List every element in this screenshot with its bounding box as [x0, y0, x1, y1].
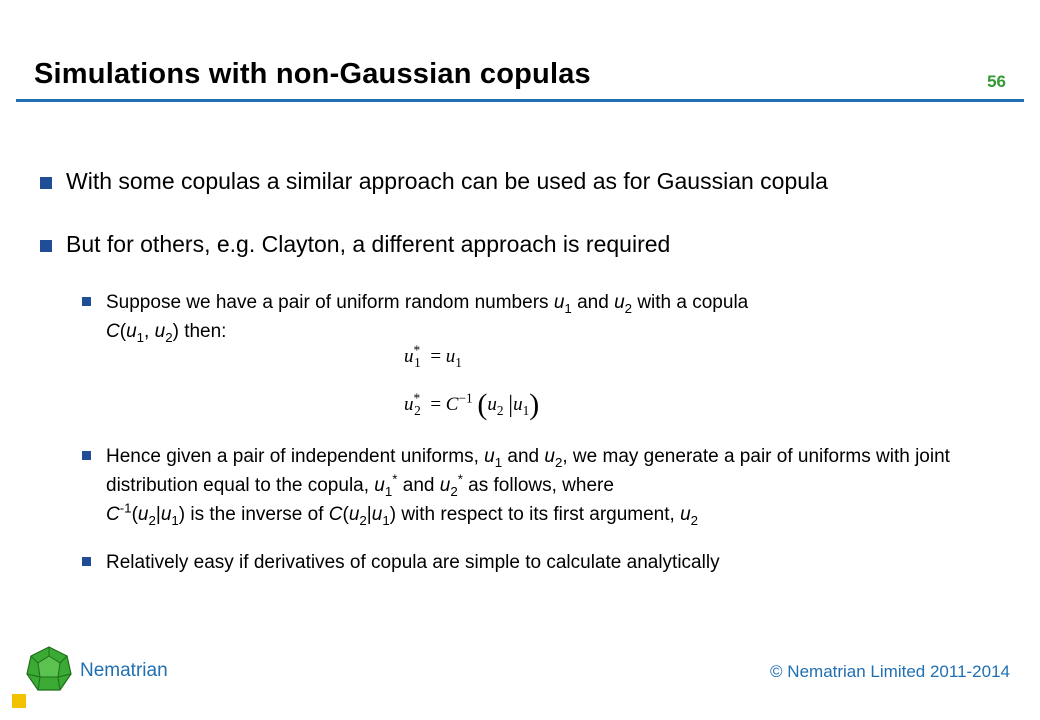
corner-marker	[12, 694, 26, 708]
sub-bullet-square-icon	[82, 451, 91, 460]
bullet-1-text: With some copulas a similar approach can be used as for Gaussian copula	[66, 168, 828, 194]
page-number: 56	[987, 72, 1006, 91]
equation-1: $u^*_1 = u_1$	[404, 342, 462, 370]
sub-bullet-2-text: Hence given a pair of independent uniforms, $u_1$ and $u_2$, we may generate a pair of uniforms with joint distribution equal to the copula, $u_1^*$ and $u_2^*$ as follows, where $C^{-1}(u_2|u_1)$ is the inverse of $C(u_2|u_1)$ with respect to its first argument, $u_2$	[106, 446, 950, 528]
slide-title: Simulations with non-Gaussian copulas	[34, 58, 591, 90]
sub-bullet-square-icon	[82, 557, 91, 566]
equation-2: $u^*_2 = C^{-1}$ ($u_2$ $|u_1$)	[404, 388, 540, 421]
title-underline	[16, 99, 1024, 102]
sub-bullet-3-text: Relatively easy if derivatives of copula are simple to calculate analytically	[106, 552, 720, 573]
sub-bullet-square-icon	[82, 297, 91, 306]
bullet-square-icon	[40, 177, 52, 189]
bullet-2-text: But for others, e.g. Clayton, a different approach is required	[66, 231, 671, 257]
sub-bullet-1-text: Suppose we have a pair of uniform random numbers $u_1$ and $u_2$ with a copula $C(u_1$, $u_2$) then:	[106, 292, 749, 345]
footer-brand: Nematrian	[80, 660, 168, 681]
footer-copyright: © Nematrian Limited 2011-2014	[770, 662, 1010, 681]
nematrian-logo-icon	[24, 644, 74, 694]
bullet-square-icon	[40, 240, 52, 252]
